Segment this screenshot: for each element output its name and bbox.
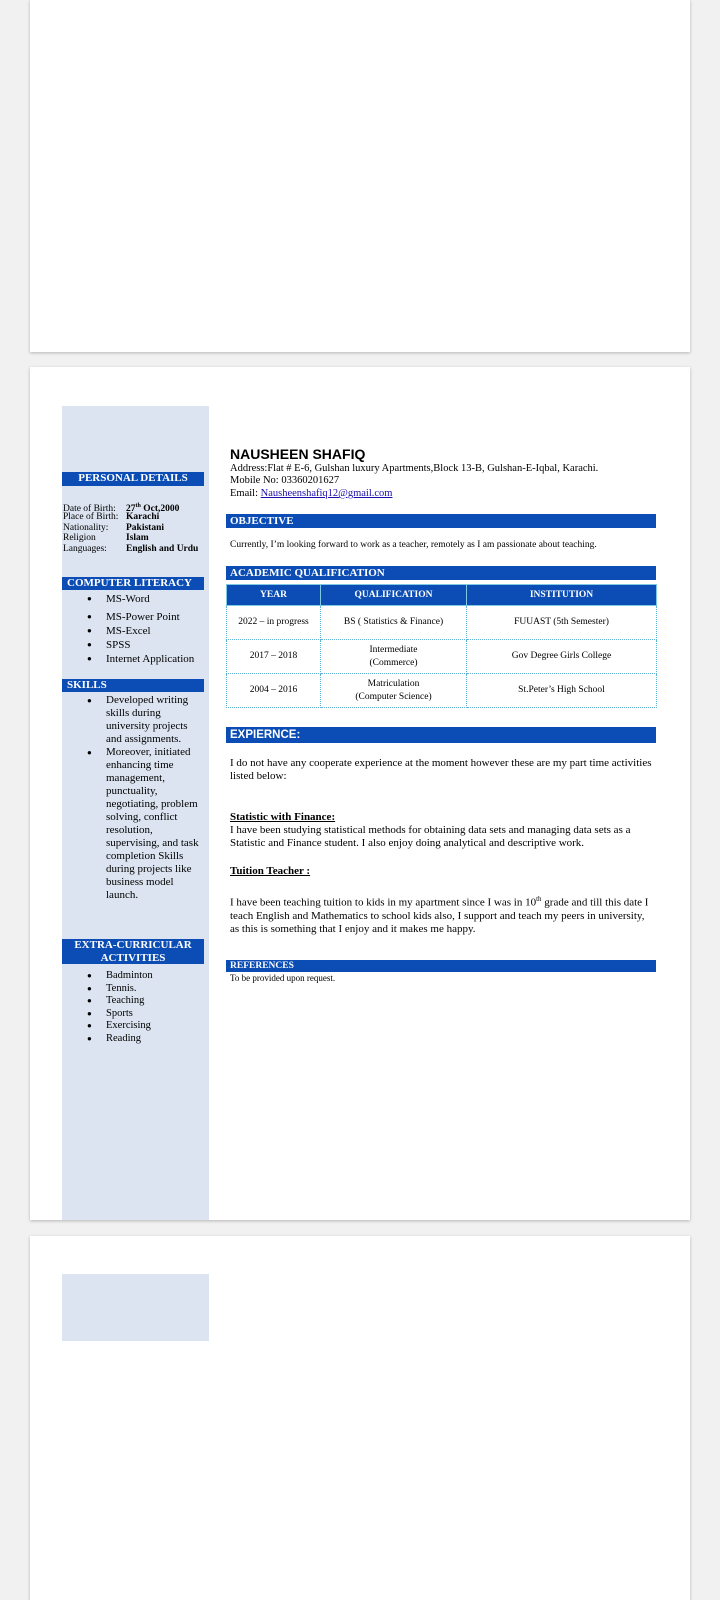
sidebar-panel [62, 1274, 209, 1341]
page-1 [30, 0, 690, 352]
personal-row-languages [63, 544, 198, 554]
objective-header: OBJECTIVE [226, 514, 656, 528]
table-row [227, 674, 657, 708]
personal-row-pob [63, 512, 159, 522]
personal-details-header: PERSONAL DETAILS [62, 472, 204, 486]
year-cell: 2022 – in progress [227, 606, 321, 640]
languages-label: Languages: [63, 544, 107, 554]
personal-row-religion [63, 533, 149, 543]
institution-cell: FUUAST (5th Semester) [467, 606, 657, 640]
page-2 [30, 367, 690, 1220]
list-item: ● MS-Word [106, 592, 203, 606]
year-cell: 2017 – 2018 [227, 640, 321, 674]
list-item: ● Moreover, initiated enhancing time management, punctuality, negotiating, problem solving, conflict resolution, supervising, and task completion Skills during projects like business model launch. [106, 746, 205, 902]
qualification-cell: BS ( Statistics & Finance) [321, 606, 467, 640]
list-item: ● Teaching [106, 995, 203, 1008]
tuition-text-start: I have been teaching tuition to kids in my apartment since I was in 10 [230, 896, 537, 909]
table-header-row [227, 585, 657, 606]
academic-header: ACADEMIC QUALIFICATION [226, 566, 656, 580]
institution-cell: St.Peter’s High School [467, 674, 657, 708]
email-link[interactable]: Nausheenshafiq12@gmail.com [260, 488, 393, 499]
religion-value: Islam [126, 533, 149, 543]
address-line: Address:Flat # E-6, Gulshan luxury Apartments,Block 13-B, Gulshan-E-Iqbal, Karachi. [230, 463, 599, 474]
qualification-line: (Commerce) [369, 657, 418, 668]
personal-row-nationality [63, 523, 164, 533]
references-text: To be provided upon request. [230, 973, 336, 983]
column-header: INSTITUTION [467, 585, 657, 606]
table-row [227, 606, 657, 640]
experience-header: EXPIERNCE: [226, 727, 656, 743]
page-3 [30, 1236, 690, 1600]
objective-text: Currently, I’m looking forward to work as a teacher, remotely as I am passionate about teaching. [230, 540, 597, 550]
skills-header: SKILLS [62, 679, 204, 692]
extra-curricular-header: EXTRA-CURRICULAR ACTIVITIES [62, 939, 204, 964]
computer-literacy-header: COMPUTER LITERACY [62, 577, 204, 590]
list-item: ● Tennis. [106, 983, 203, 996]
institution-cell: Gov Degree Girls College [467, 640, 657, 674]
email-line [230, 488, 392, 500]
pob-label: Place of Birth: [63, 512, 119, 522]
list-item: ● Badminton [106, 970, 203, 983]
tuition-text-sup: th [536, 895, 542, 903]
academic-table [226, 584, 657, 708]
dob-value: 27th Oct,2000 [126, 503, 180, 515]
list-item: ● Exercising [106, 1020, 203, 1033]
experience-intro: I do not have any cooperate experience at the moment however these are my part time activities listed below: [230, 757, 652, 782]
languages-value: English and Urdu [126, 544, 199, 554]
year-cell: 2004 – 2016 [227, 674, 321, 708]
list-item: ● MS-Power Point [106, 610, 203, 624]
table-row [227, 640, 657, 674]
qualification-line: (Computer Science) [355, 691, 432, 702]
references-header: REFERENCES [226, 960, 656, 972]
dob-label: Date of Birth: [63, 504, 116, 515]
extra-curricular-list [63, 970, 203, 1045]
list-item: ● MS-Excel [106, 624, 203, 638]
nationality-value: Pakistani [126, 523, 165, 533]
list-item: ● Internet Application [106, 652, 203, 666]
qualification-line: Matriculation [367, 678, 420, 689]
column-header: YEAR [227, 585, 321, 606]
nationality-label: Nationality: [63, 523, 109, 533]
list-item: ● SPSS [106, 638, 203, 652]
candidate-name: NAUSHEEN SHAFIQ [230, 446, 366, 462]
column-header: QUALIFICATION [321, 585, 467, 606]
qualification-line: Intermediate [369, 644, 418, 655]
mobile-line: Mobile No: 03360201627 [230, 475, 340, 486]
tuition-text-end: grade and till this date I teach English and Mathematics to school kids also, I support and teach my peers in university, as this is something that I enjoy and it makes me happy. [230, 896, 649, 935]
experience-item-title: Tuition Teacher : [230, 865, 311, 877]
pob-value: Karachi [126, 512, 160, 522]
list-item: ● Reading [106, 1033, 203, 1046]
experience-item-title: Statistic with Finance: [230, 811, 336, 823]
email-label: Email: [230, 488, 261, 499]
skills-list [63, 694, 205, 902]
qualification-cell [321, 640, 467, 674]
list-item: ● Sports [106, 1008, 203, 1021]
qualification-cell [321, 674, 467, 708]
computer-literacy-list [63, 592, 203, 666]
experience-item-text: I have been studying statistical methods for obtaining data sets and managing data sets as a Statistic and Finance student. I also enjoy doing analytical and descriptive work. [230, 824, 631, 849]
religion-label: Religion [63, 533, 96, 543]
list-item: ● Developed writing skills during university projects and assignments. [106, 694, 205, 746]
experience-item-text [230, 893, 655, 936]
